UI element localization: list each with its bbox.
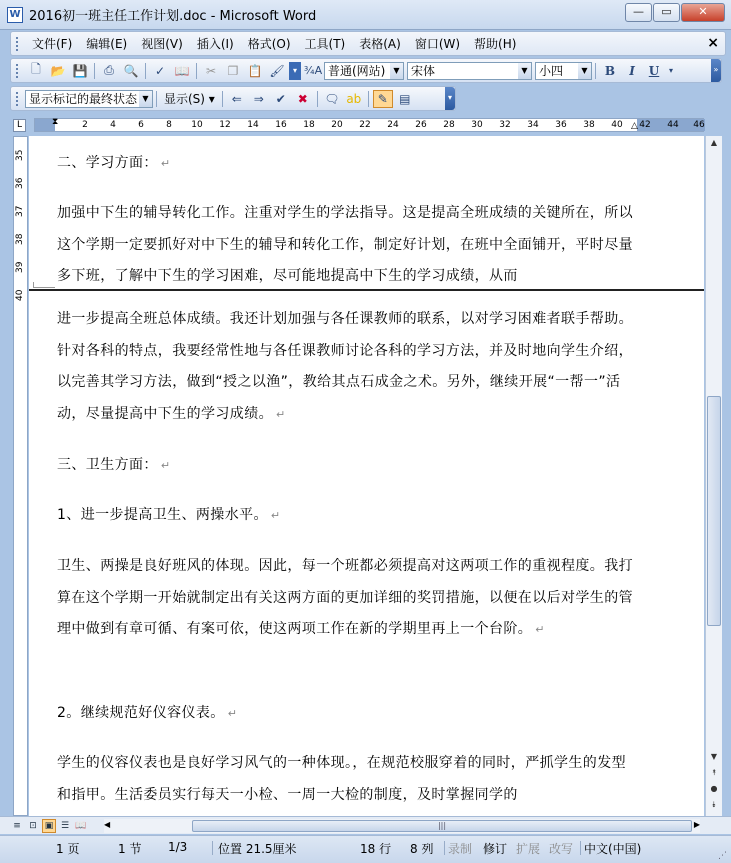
paragraph-text: 二、学习方面： <box>57 155 158 171</box>
bold-button[interactable]: B <box>604 63 616 78</box>
toolbar-separator <box>145 63 146 79</box>
ruler-mark: 42 <box>639 120 651 130</box>
page-corner-mark <box>33 282 55 288</box>
spelling-icon[interactable]: ✓ <box>154 63 166 78</box>
toolbar-separator <box>222 91 223 107</box>
menu-view[interactable]: 视图(V) <box>141 37 183 51</box>
vruler-mark: 35 <box>15 149 25 161</box>
window-controls <box>624 3 725 22</box>
horizontal-ruler-area <box>0 115 731 135</box>
ruler-mark: 46 <box>693 120 705 130</box>
word-app-icon[interactable]: W <box>7 7 23 23</box>
show-menu-label: 显示(S) <box>164 92 205 106</box>
menu-format[interactable]: 格式(O) <box>247 37 291 51</box>
show-menu-button[interactable]: 显示(S) ▾ <box>164 92 215 106</box>
status-language[interactable]: 中文(中国) <box>584 842 642 856</box>
status-page[interactable]: 1 页 <box>56 842 80 856</box>
ruler-mark: 4 <box>110 120 116 130</box>
ruler-mark: 40 <box>611 120 623 130</box>
vruler-mark: 40 <box>15 289 25 301</box>
menu-file[interactable]: 文件(F) <box>32 37 73 51</box>
paragraph-study-part2[interactable] <box>57 304 637 430</box>
outline-view-icon[interactable]: ☰ <box>60 820 70 831</box>
format-painter-icon[interactable]: 🖌 <box>269 63 285 78</box>
status-record[interactable]: 录制 <box>448 842 473 856</box>
menu-tools[interactable]: 工具(T) <box>304 37 346 51</box>
document-page[interactable] <box>29 136 704 816</box>
page-break-line <box>29 289 704 291</box>
status-line[interactable]: 18 行 <box>360 842 392 856</box>
paragraph-text: 三、卫生方面： <box>57 457 158 473</box>
paragraph-text: 2。继续规范好仪容仪表。 <box>57 705 225 721</box>
status-column[interactable]: 8 列 <box>410 842 434 856</box>
paragraph-hygiene[interactable] <box>57 551 637 646</box>
ruler-mark: 18 <box>303 120 315 130</box>
toolbar-separator <box>196 63 197 79</box>
comment-icon[interactable]: 🗨 <box>324 91 340 106</box>
vruler-mark: 39 <box>15 261 25 273</box>
display-mode-value: 显示标记的最终状态 <box>29 92 138 106</box>
style-dropdown[interactable] <box>324 62 404 80</box>
paragraph-mark: ↵ <box>160 157 171 170</box>
paragraph-text: 进一步提高全班总体成绩。我还计划加强与各任课教师的联系，以对学习困难者联手帮助。针对各科的特点，我要经常性地与各任课教师讨论各科的学习方法，并及时地向学生介绍，以完善其学习方法，做到“授之以渔”，教给其点石成金之术。另外，继续开展“一帮一”活动，尽量提高中下生的学习成绩。 <box>57 311 633 422</box>
menu-table[interactable]: 表格(A) <box>359 37 401 51</box>
horizontal-scrollbar[interactable] <box>104 819 700 833</box>
toolbar-separator <box>317 91 318 107</box>
print-icon[interactable]: ⎙ <box>104 63 114 77</box>
paragraph-text: 1、进一步提高卫生、两操水平。 <box>57 507 268 523</box>
status-bar <box>0 835 731 863</box>
scroll-left-icon[interactable]: ◀ <box>104 820 111 829</box>
ruler-mark: 26 <box>415 120 427 130</box>
vruler-mark: 38 <box>15 233 25 245</box>
horizontal-ruler[interactable] <box>34 118 704 132</box>
tab-selector-button[interactable]: L <box>13 119 26 132</box>
display-for-review-dropdown[interactable] <box>25 90 153 108</box>
previous-page-icon[interactable]: ⯭ <box>711 768 717 777</box>
paragraph-mark: ↵ <box>276 407 286 421</box>
toolbar-overflow-icon[interactable]: ▾ <box>445 87 455 110</box>
resize-grip-icon[interactable]: ⋰ <box>718 851 727 861</box>
maximize-button[interactable]: ▭ <box>653 3 680 22</box>
status-overtype[interactable]: 改写 <box>549 842 574 856</box>
paragraph-text: 加强中下生的辅导转化工作。注重对学生的学法指导。这是提高全班成绩的关键所在，所以这个学期一定要抓好对中下生的辅导和转化工作，制定好计划，在班中全面铺开，平时尽量多下班，了解中下生的学习困难，尽可能地提高中下生的学习成绩，从而 <box>57 205 633 284</box>
status-separator <box>444 841 445 855</box>
toolbar-options-icon[interactable]: ▾ <box>289 62 301 80</box>
right-indent-marker[interactable]: △ <box>631 121 638 131</box>
chevron-down-icon[interactable]: ▼ <box>518 63 531 79</box>
ruler-mark: 32 <box>499 120 511 130</box>
vruler-mark: 37 <box>15 205 25 217</box>
new-doc-icon[interactable]: 🗋 <box>31 62 41 76</box>
minimize-button[interactable]: — <box>625 3 652 22</box>
status-separator <box>580 841 581 855</box>
ruler-mark: 6 <box>138 120 144 130</box>
status-extend[interactable]: 扩展 <box>516 842 541 856</box>
heading-study[interactable] <box>57 148 637 180</box>
vertical-scroll-thumb[interactable] <box>707 396 721 626</box>
ruler-mark: 28 <box>443 120 455 130</box>
normal-view-icon[interactable]: ≡ <box>13 820 21 831</box>
cut-icon[interactable]: ✂ <box>205 63 217 78</box>
menu-insert[interactable]: 插入(I) <box>196 37 234 51</box>
web-layout-icon[interactable]: ⊡ <box>29 820 37 831</box>
toolbar-separator <box>368 91 369 107</box>
left-indent-marker[interactable]: ⧗ <box>52 117 59 127</box>
scroll-right-icon[interactable]: ▶ <box>693 820 700 829</box>
menu-grip-handle[interactable] <box>15 36 19 52</box>
next-change-icon[interactable]: ⇒ <box>253 91 264 106</box>
toolbar-separator <box>595 63 596 79</box>
toolbar-grip-handle[interactable] <box>15 63 19 79</box>
subheading-appearance[interactable] <box>57 698 637 730</box>
paragraph-appearance[interactable] <box>57 748 637 811</box>
toolbar-separator <box>94 63 95 79</box>
chevron-down-icon[interactable]: ▼ <box>139 91 152 107</box>
scroll-up-icon[interactable]: ▲ <box>710 138 718 147</box>
italic-button[interactable]: I <box>629 63 635 78</box>
status-section[interactable]: 1 节 <box>118 842 142 856</box>
accept-change-icon[interactable]: ✔ <box>275 91 286 106</box>
view-and-scroll-bar <box>0 816 731 834</box>
ruler-mark: 2 <box>82 120 88 130</box>
reviewing-toolbar <box>10 86 456 111</box>
open-icon[interactable]: 📂 <box>50 63 66 78</box>
copy-icon[interactable]: ❐ <box>227 63 239 78</box>
close-window-button[interactable]: ✕ <box>681 3 725 22</box>
ruler-mark: 22 <box>359 120 371 130</box>
print-preview-icon[interactable]: 🔍 <box>123 63 139 78</box>
track-changes-icon[interactable]: ✎ <box>373 90 393 108</box>
paragraph-study-part1[interactable] <box>57 198 637 293</box>
menu-bar <box>10 31 726 56</box>
font-dropdown[interactable] <box>407 62 532 80</box>
font-value: 宋体 <box>411 64 436 78</box>
ruler-mark: 34 <box>527 120 539 130</box>
styles-icon[interactable]: ¾A <box>303 64 323 77</box>
font-size-dropdown[interactable] <box>535 62 592 80</box>
vruler-mark: 36 <box>15 177 25 189</box>
window-title: 2016初一班主任工作计划.doc - Microsoft Word <box>29 9 317 24</box>
previous-change-icon[interactable]: ⇐ <box>231 91 242 106</box>
paste-icon[interactable]: 📋 <box>247 63 263 78</box>
ruler-mark: 16 <box>275 120 287 130</box>
vertical-ruler[interactable] <box>13 136 28 816</box>
subheading-hygiene-1[interactable] <box>57 500 637 532</box>
paragraph-mark: ↵ <box>270 509 281 522</box>
menu-edit[interactable]: 编辑(E) <box>86 37 128 51</box>
chevron-down-icon[interactable]: ▼ <box>390 63 403 79</box>
menu-help[interactable]: 帮助(H) <box>474 37 517 51</box>
reviewing-pane-icon[interactable]: ▤ <box>399 91 411 106</box>
reading-layout-icon[interactable]: 📖 <box>75 820 87 831</box>
font-size-value: 小四 <box>539 64 564 78</box>
toolbar-separator <box>156 91 157 107</box>
close-document-button[interactable]: × <box>707 35 719 51</box>
menu-window[interactable]: 窗口(W) <box>414 37 461 51</box>
print-layout-icon[interactable]: ▣ <box>42 819 56 833</box>
scroll-down-icon[interactable]: ▼ <box>710 752 718 761</box>
toolbar-grip-handle[interactable] <box>15 91 19 107</box>
style-value: 普通(网站) <box>328 64 386 78</box>
paragraph-mark: ↵ <box>227 707 238 720</box>
save-icon[interactable]: 💾 <box>72 63 88 78</box>
research-icon[interactable]: 📖 <box>174 63 190 78</box>
ruler-mark: 14 <box>247 120 259 130</box>
status-separator <box>212 841 213 855</box>
ruler-mark: 38 <box>583 120 595 130</box>
horizontal-scroll-thumb[interactable]: ||| <box>192 820 692 832</box>
paragraph-mark: ↵ <box>160 459 171 472</box>
ruler-mark: 8 <box>166 120 172 130</box>
ruler-mark: 30 <box>471 120 483 130</box>
paragraph-mark: ↵ <box>535 623 545 636</box>
title-bar <box>0 0 731 30</box>
toolbar-overflow-icon[interactable]: » <box>711 59 721 82</box>
select-browse-object-icon[interactable]: ● <box>710 784 718 793</box>
ruler-mark: 12 <box>219 120 231 130</box>
heading-hygiene[interactable] <box>57 450 637 482</box>
underline-button[interactable]: U <box>648 63 660 78</box>
highlight-icon[interactable]: ab <box>346 91 362 106</box>
next-page-icon[interactable]: ⯯ <box>711 800 717 809</box>
ruler-mark: 24 <box>387 120 399 130</box>
status-track-changes[interactable]: 修订 <box>483 842 508 856</box>
ruler-mark: 20 <box>331 120 343 130</box>
paragraph-text: 卫生、两操是良好班风的体现。因此，每一个班都必须提高对这两项工作的重视程度。我打算在这个学期一开始就制定出有关这两方面的更加详细的奖罚措施，以便在以后对学生的管理中做到有章可循、有案可依，使这两项工作在新的学期里再上一个台阶。 <box>57 558 633 637</box>
ruler-mark: 10 <box>191 120 203 130</box>
status-page-of[interactable]: 1/3 <box>168 840 188 854</box>
ruler-mark: 36 <box>555 120 567 130</box>
vertical-scrollbar[interactable] <box>705 136 722 816</box>
standard-formatting-toolbar <box>10 58 722 83</box>
status-position[interactable]: 位置 21.5厘米 <box>218 842 297 856</box>
underline-options-icon[interactable]: ▾ <box>668 66 673 75</box>
reject-change-icon[interactable]: ✖ <box>297 91 308 106</box>
ruler-mark: 44 <box>667 120 679 130</box>
chevron-down-icon[interactable]: ▼ <box>578 63 591 79</box>
paragraph-text: 学生的仪容仪表也是良好学习风气的一种体现。，在规范校服穿着的同时，严抓学生的发型和指甲。生活委员实行每天一小检、一周一大检的制度，及时掌握同学的 <box>57 755 626 803</box>
